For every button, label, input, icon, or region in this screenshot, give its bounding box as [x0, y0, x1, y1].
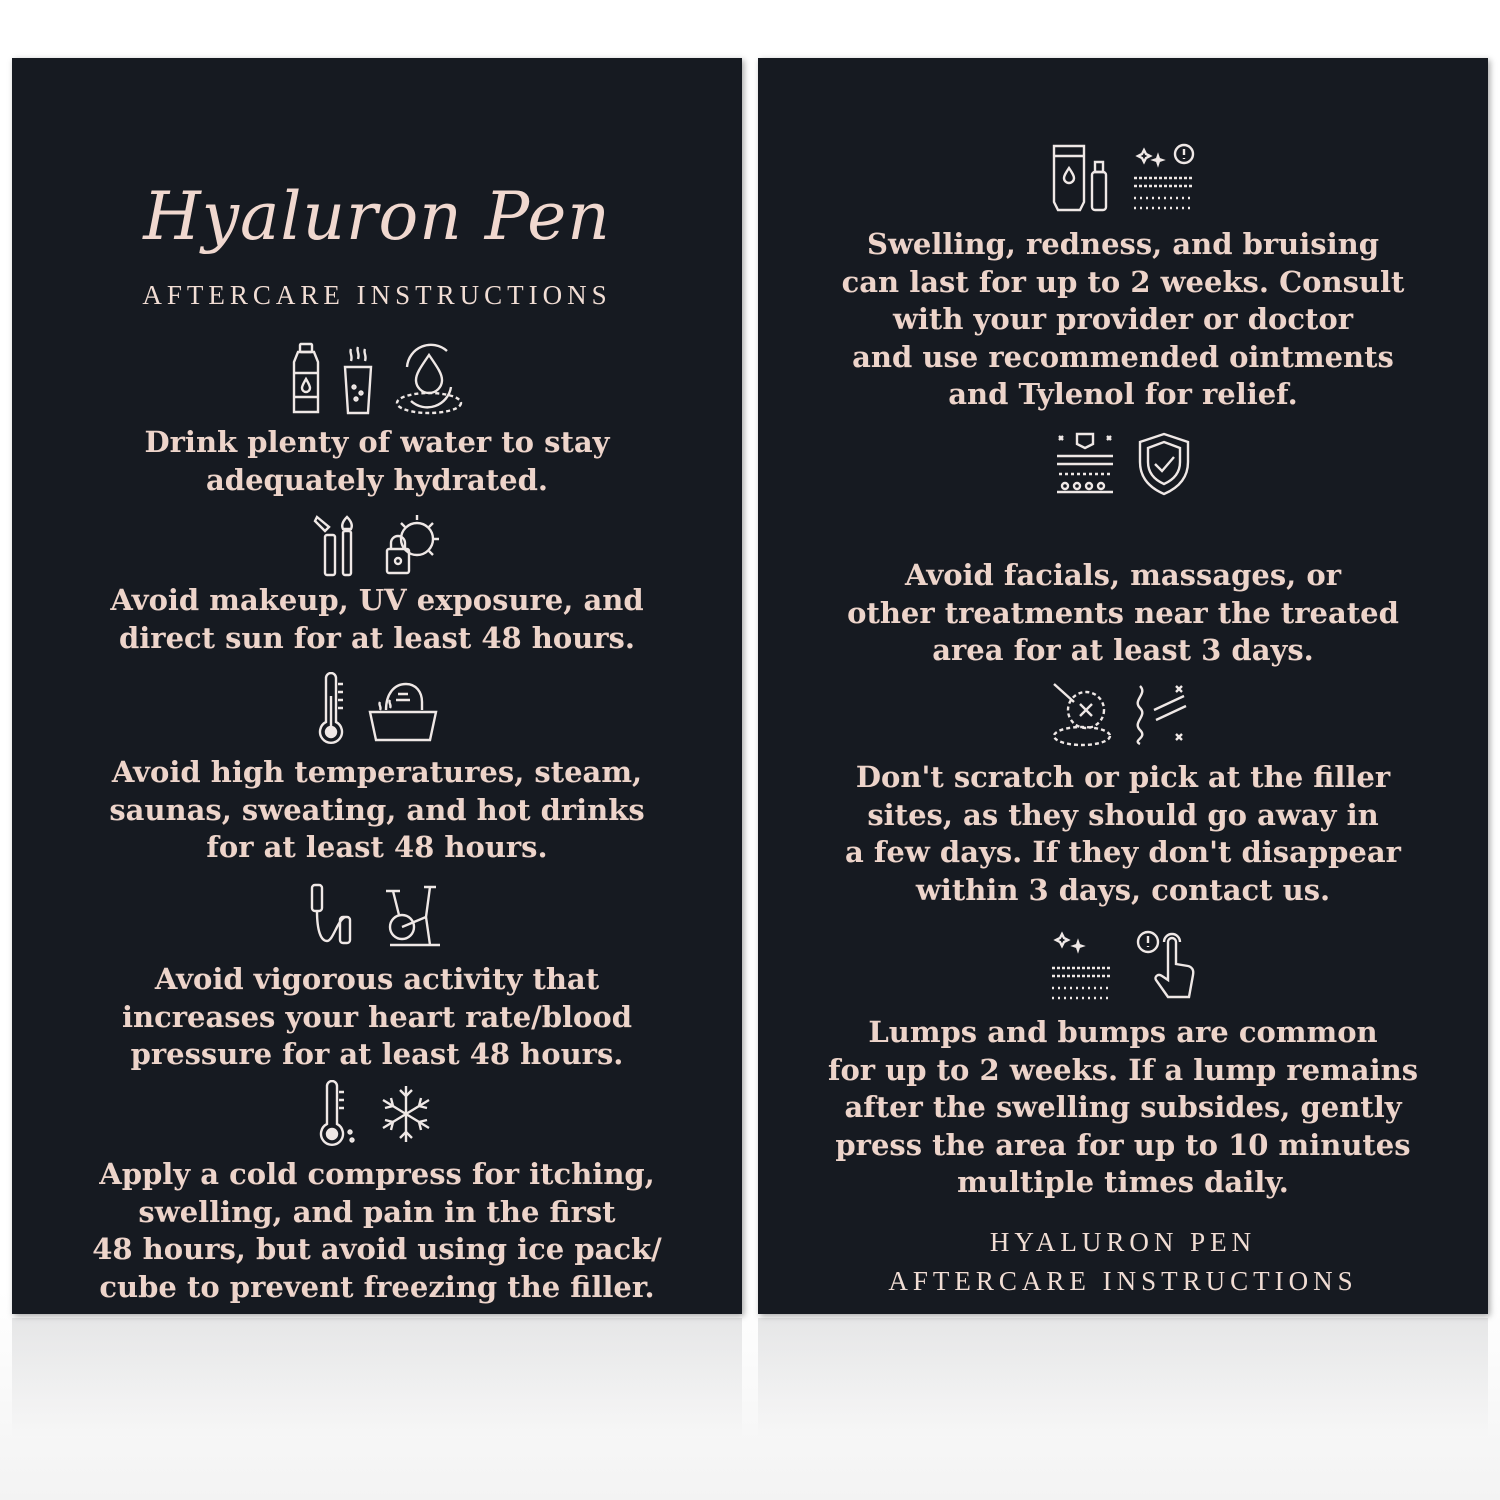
instruction-icons [758, 142, 1488, 216]
card-reflection [758, 1318, 1488, 1438]
exercise-bike-icon [376, 881, 448, 951]
instruction-text: Drink plenty of water to stay adequately hydrated. [144, 425, 610, 497]
skin-treatment-icon [1053, 430, 1117, 496]
instruction-icons [12, 513, 742, 579]
aftercare-card-back [758, 58, 1488, 1314]
uv-sun-lock-icon [381, 513, 443, 579]
cold-thermometer-icon [317, 1080, 357, 1148]
skin-alert-icon [1130, 142, 1198, 216]
skin-lumps-icon [1048, 928, 1116, 1008]
instruction-text: Apply a cold compress for itching, swelling, and pain in the first 48 hours, but avoid using ice pack/ cube to prevent freezing the filler. [92, 1157, 662, 1304]
instruction-icons [758, 430, 1488, 496]
instruction-icons [758, 928, 1488, 1008]
ointment-tube-icon [1048, 142, 1112, 216]
instruction-text: Avoid facials, massages, or other treatments near the treated area for at least 3 days. [847, 558, 1399, 667]
instruction-icons [12, 1080, 742, 1148]
instruction-text: Avoid high temperatures, steam, saunas, sweating, and hot drinks for at least 48 hours. [109, 755, 645, 864]
press-finger-icon [1134, 928, 1198, 1008]
snowflake-icon [375, 1080, 437, 1148]
instruction-text: Don't scratch or pick at the filler sites, as they should go away in a few days. If they don't disappear within 3 days, contact us. [845, 760, 1401, 907]
instruction-text: Avoid makeup, UV exposure, and direct sun for at least 48 hours. [110, 583, 644, 655]
instruction-text: Swelling, redness, and bruising can last for up to 2 weeks. Consult with your provider or doctor and use recommended ointments and Tylenol for relief. [841, 227, 1405, 411]
instruction-text: Avoid vigorous activity that increases your heart rate/blood pressure for at least 48 hours. [122, 962, 632, 1071]
glass-icon [341, 341, 375, 417]
water-bottle-icon [289, 341, 323, 417]
no-scratch-icon [1050, 680, 1114, 748]
shield-check-icon [1135, 430, 1193, 496]
steam-bath-icon [366, 672, 440, 748]
hydration-drop-icon [393, 341, 465, 417]
instruction-icons [12, 341, 742, 417]
thermometer-icon [314, 672, 348, 748]
footer-line-2: AFTERCARE INSTRUCTIONS [888, 1266, 1358, 1296]
card-reflection [12, 1318, 742, 1438]
card-subtitle: AFTERCARE INSTRUCTIONS [142, 280, 612, 310]
no-pick-icon [1132, 680, 1196, 748]
aftercare-card-front [12, 58, 742, 1314]
card-title: Hyaluron Pen [143, 178, 611, 255]
instruction-text: Lumps and bumps are common for up to 2 weeks. If a lump remains after the swelling subsides, gently press the area for up to 10 minutes multiple times daily. [827, 1015, 1419, 1199]
footer-line-1: HYALURON PEN [989, 1227, 1257, 1257]
instruction-icons [758, 680, 1488, 748]
instruction-icons [12, 672, 742, 748]
instruction-icons [12, 881, 742, 951]
jump-rope-icon [306, 881, 358, 951]
makeup-brushes-icon [311, 513, 363, 579]
